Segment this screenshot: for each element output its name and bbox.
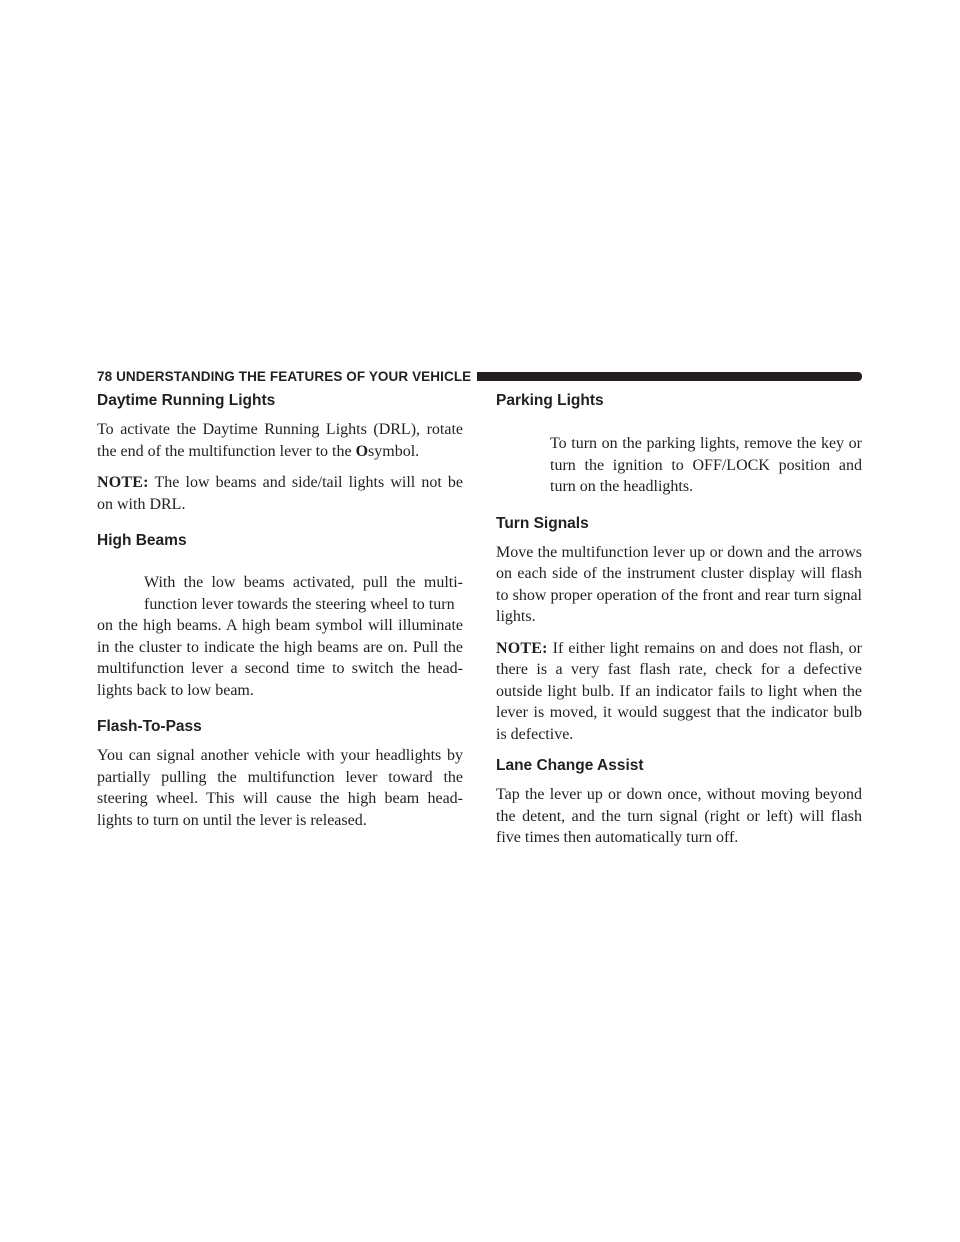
drl-paragraph: [97, 419, 463, 462]
header-rule: [477, 372, 862, 381]
note-label: NOTE:: [496, 639, 548, 657]
section-parking-lights: [496, 392, 862, 498]
lane-change-text: Tap the lever up or down once, without moving beyond the detent, and the turn signal (right or left) will flash five times then automatically turn off.: [496, 786, 862, 846]
right-column: [496, 392, 862, 849]
heading-high-beams: High Beams: [97, 532, 187, 549]
turn-signals-note: [496, 638, 862, 746]
page-number-and-section-title: 78 UNDERSTANDING THE FEATURES OF YOUR VEHICLE: [97, 368, 472, 384]
note-label: NOTE:: [97, 474, 149, 491]
drl-symbol: O: [355, 442, 369, 460]
section-high-beams: [97, 532, 463, 701]
flash-to-pass-text: You can signal another vehicle with your headlights by partially pulling the multifunction lever toward the steering wheel. This will cause the high beam head-lights to turn on until the lever is released.: [97, 747, 463, 829]
note-text: The low beams and side/tail lights will not be on with DRL.: [97, 474, 463, 513]
section-daytime-running-lights: [97, 392, 463, 515]
parking-lights-text: To turn on the parking lights, remove the key or turn the ignition to OFF/LOCK position and turn on the headlights.: [550, 435, 862, 495]
section-turn-signals: [496, 515, 862, 746]
left-column: [97, 392, 463, 831]
drl-text-end: symbol.: [368, 442, 420, 460]
high-beams-text: on the high beams. A high beam symbol will illuminate in the cluster to indicate the high beams are on. Pull the multifunction lever a second time to switch the head-lights back to low beam.: [97, 617, 463, 699]
heading-parking-lights: Parking Lights: [496, 392, 604, 409]
high-beams-indented-text: With the low beams activated, pull the multi-function lever towards the steering wheel to turn: [144, 574, 463, 613]
heading-daytime-running-lights: Daytime Running Lights: [97, 392, 276, 409]
section-lane-change-assist: [496, 757, 862, 849]
note-text: If either light remains on and does not flash, or there is a very fast flash rate, check for a defective outside light bulb. If an indicator fails to light when the lever is moved, it would suggest that the indicator bulb is defective.: [496, 639, 862, 743]
turn-signals-text: Move the multifunction lever up or down and the arrows on each side of the instrument cluster display will flash to show proper operation of the front and rear turn signal lights.: [496, 543, 862, 625]
section-flash-to-pass: [97, 718, 463, 831]
heading-lane-change-assist: Lane Change Assist: [496, 757, 644, 774]
page-header: [97, 368, 862, 384]
drl-note: [97, 472, 463, 515]
heading-turn-signals: Turn Signals: [496, 514, 589, 532]
heading-flash-to-pass: Flash-To-Pass: [97, 718, 202, 735]
drl-text: To activate the Daytime Running Lights (DRL), rotate the end of the multifunction lever to the: [97, 421, 463, 460]
